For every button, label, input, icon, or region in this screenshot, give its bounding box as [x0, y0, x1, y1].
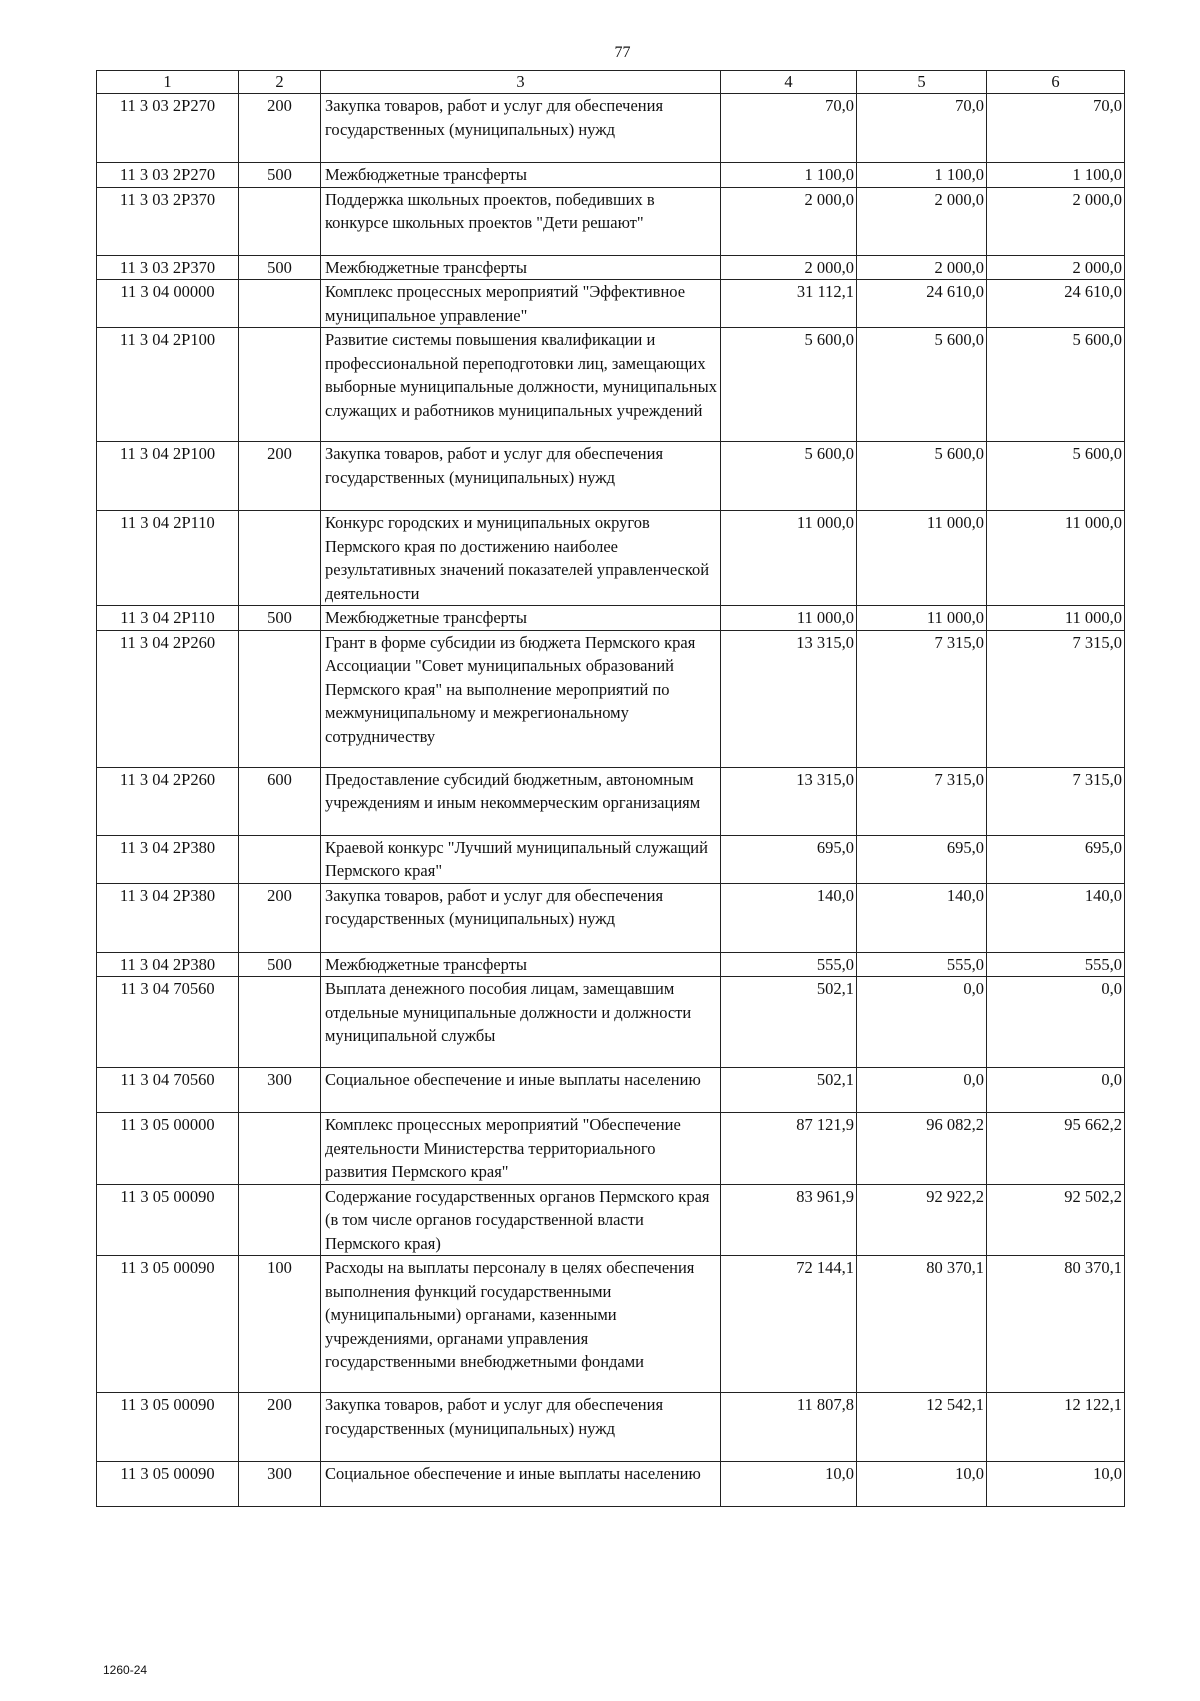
budget-code: 11 3 05 00000: [97, 1113, 239, 1185]
amount-col4: 502,1: [721, 977, 857, 1068]
amount-col6: 24 610,0: [987, 280, 1125, 328]
amount-col4: 11 000,0: [721, 606, 857, 631]
budget-code: 11 3 04 2Р380: [97, 952, 239, 977]
table-row: [97, 952, 1125, 977]
amount-col4: 5 600,0: [721, 328, 857, 442]
expense-type: [239, 835, 321, 883]
item-name: Закупка товаров, работ и услуг для обеспечения государственных (муниципальных) нужд: [321, 1393, 721, 1462]
table-row: [97, 1113, 1125, 1185]
amount-col6: 2 000,0: [987, 187, 1125, 255]
table-row: [97, 163, 1125, 188]
amount-col5: 70,0: [857, 94, 987, 163]
column-header-6: 6: [987, 71, 1125, 94]
item-name: Содержание государственных органов Пермского края (в том числе органов государственной власти Пермского края): [321, 1184, 721, 1256]
budget-code: 11 3 05 00090: [97, 1256, 239, 1393]
amount-col6: 5 600,0: [987, 442, 1125, 511]
item-name: Предоставление субсидий бюджетным, автономным учреждениям и иным некоммерческим организациям: [321, 767, 721, 835]
item-name: Комплекс процессных мероприятий "Эффективное муниципальное управление": [321, 280, 721, 328]
amount-col5: 1 100,0: [857, 163, 987, 188]
amount-col5: 11 000,0: [857, 606, 987, 631]
table-row: [97, 328, 1125, 442]
expense-type: 200: [239, 1393, 321, 1462]
item-name: Межбюджетные трансферты: [321, 952, 721, 977]
expense-type: 500: [239, 163, 321, 188]
item-name: Комплекс процессных мероприятий "Обеспечение деятельности Министерства территориального развития Пермского края": [321, 1113, 721, 1185]
amount-col4: 695,0: [721, 835, 857, 883]
expense-type: 200: [239, 94, 321, 163]
table-row: [97, 606, 1125, 631]
amount-col6: 0,0: [987, 977, 1125, 1068]
amount-col5: 7 315,0: [857, 630, 987, 767]
budget-code: 11 3 04 2Р380: [97, 883, 239, 952]
amount-col6: 12 122,1: [987, 1393, 1125, 1462]
amount-col5: 92 922,2: [857, 1184, 987, 1256]
amount-col6: 11 000,0: [987, 511, 1125, 606]
expense-type: 100: [239, 1256, 321, 1393]
item-name: Расходы на выплаты персоналу в целях обеспечения выполнения функций государственными (муниципальными) органами, казенными учреждениями, органами управления государственными внебюджетными фондами: [321, 1256, 721, 1393]
table-row: [97, 767, 1125, 835]
item-name: Закупка товаров, работ и услуг для обеспечения государственных (муниципальных) нужд: [321, 883, 721, 952]
item-name: Поддержка школьных проектов, победивших в конкурсе школьных проектов "Дети решают": [321, 187, 721, 255]
table-row: [97, 280, 1125, 328]
item-name: Межбюджетные трансферты: [321, 163, 721, 188]
expense-type: [239, 1184, 321, 1256]
budget-code: 11 3 04 2Р260: [97, 630, 239, 767]
expense-type: 200: [239, 883, 321, 952]
budget-code: 11 3 04 00000: [97, 280, 239, 328]
amount-col5: 2 000,0: [857, 187, 987, 255]
table-row: [97, 1462, 1125, 1507]
item-name: Межбюджетные трансферты: [321, 606, 721, 631]
item-name: Социальное обеспечение и иные выплаты населению: [321, 1462, 721, 1507]
amount-col4: 502,1: [721, 1068, 857, 1113]
amount-col6: 7 315,0: [987, 630, 1125, 767]
expense-type: 300: [239, 1068, 321, 1113]
amount-col5: 0,0: [857, 1068, 987, 1113]
budget-code: 11 3 04 2Р100: [97, 328, 239, 442]
budget-code: 11 3 04 2Р380: [97, 835, 239, 883]
column-header-5: 5: [857, 71, 987, 94]
amount-col5: 10,0: [857, 1462, 987, 1507]
amount-col6: 80 370,1: [987, 1256, 1125, 1393]
expense-type: [239, 328, 321, 442]
amount-col6: 695,0: [987, 835, 1125, 883]
amount-col4: 10,0: [721, 1462, 857, 1507]
budget-code: 11 3 04 2Р110: [97, 511, 239, 606]
table-row: [97, 1393, 1125, 1462]
item-name: Закупка товаров, работ и услуг для обеспечения государственных (муниципальных) нужд: [321, 442, 721, 511]
amount-col5: 2 000,0: [857, 255, 987, 280]
amount-col6: 70,0: [987, 94, 1125, 163]
amount-col5: 5 600,0: [857, 442, 987, 511]
budget-code: 11 3 04 2Р100: [97, 442, 239, 511]
amount-col6: 2 000,0: [987, 255, 1125, 280]
expense-type: 300: [239, 1462, 321, 1507]
amount-col4: 87 121,9: [721, 1113, 857, 1185]
page-number: 77: [614, 44, 631, 61]
expense-type: 200: [239, 442, 321, 511]
budget-code: 11 3 03 2Р370: [97, 187, 239, 255]
table-row: [97, 977, 1125, 1068]
expense-type: [239, 511, 321, 606]
amount-col5: 11 000,0: [857, 511, 987, 606]
amount-col5: 140,0: [857, 883, 987, 952]
amount-col4: 140,0: [721, 883, 857, 952]
budget-code: 11 3 04 2Р260: [97, 767, 239, 835]
amount-col5: 5 600,0: [857, 328, 987, 442]
table-body: [97, 94, 1125, 1507]
amount-col4: 11 000,0: [721, 511, 857, 606]
column-header-3: 3: [321, 71, 721, 94]
amount-col4: 2 000,0: [721, 255, 857, 280]
column-header-1: 1: [97, 71, 239, 94]
amount-col6: 1 100,0: [987, 163, 1125, 188]
budget-table: [96, 70, 1125, 1507]
amount-col4: 11 807,8: [721, 1393, 857, 1462]
table-row: [97, 442, 1125, 511]
budget-code: 11 3 05 00090: [97, 1462, 239, 1507]
amount-col6: 555,0: [987, 952, 1125, 977]
budget-code: 11 3 04 2Р110: [97, 606, 239, 631]
expense-type: [239, 630, 321, 767]
budget-code: 11 3 03 2Р270: [97, 163, 239, 188]
table-row: [97, 630, 1125, 767]
table-row: [97, 835, 1125, 883]
amount-col5: 24 610,0: [857, 280, 987, 328]
amount-col4: 13 315,0: [721, 767, 857, 835]
expense-type: [239, 1113, 321, 1185]
item-name: Закупка товаров, работ и услуг для обеспечения государственных (муниципальных) нужд: [321, 94, 721, 163]
budget-code: 11 3 03 2Р370: [97, 255, 239, 280]
expense-type: 600: [239, 767, 321, 835]
table-row: [97, 1256, 1125, 1393]
amount-col6: 10,0: [987, 1462, 1125, 1507]
budget-code: 11 3 04 70560: [97, 977, 239, 1068]
amount-col5: 695,0: [857, 835, 987, 883]
amount-col6: 92 502,2: [987, 1184, 1125, 1256]
expense-type: 500: [239, 606, 321, 631]
table-row: [97, 255, 1125, 280]
item-name: Выплата денежного пособия лицам, замещавшим отдельные муниципальные должности и должности муниципальной службы: [321, 977, 721, 1068]
document-code: 1260-24: [103, 1663, 148, 1677]
amount-col6: 0,0: [987, 1068, 1125, 1113]
amount-col4: 70,0: [721, 94, 857, 163]
amount-col6: 7 315,0: [987, 767, 1125, 835]
item-name: Конкурс городских и муниципальных округов Пермского края по достижению наиболее результативных значений показателей управленческой деятельности: [321, 511, 721, 606]
column-header-2: 2: [239, 71, 321, 94]
header-row: [97, 71, 1125, 94]
expense-type: [239, 280, 321, 328]
expense-type: [239, 977, 321, 1068]
item-name: Краевой конкурс "Лучший муниципальный служащий Пермского края": [321, 835, 721, 883]
amount-col5: 80 370,1: [857, 1256, 987, 1393]
column-header-4: 4: [721, 71, 857, 94]
item-name: Грант в форме субсидии из бюджета Пермского края Ассоциации "Совет муниципальных образований Пермского края" на выполнение мероприятий по межмуниципальному и межрегиональному сотрудничеству: [321, 630, 721, 767]
amount-col4: 2 000,0: [721, 187, 857, 255]
amount-col4: 72 144,1: [721, 1256, 857, 1393]
table-row: [97, 94, 1125, 163]
amount-col5: 12 542,1: [857, 1393, 987, 1462]
expense-type: 500: [239, 952, 321, 977]
amount-col5: 7 315,0: [857, 767, 987, 835]
amount-col4: 13 315,0: [721, 630, 857, 767]
table-row: [97, 187, 1125, 255]
table-row: [97, 883, 1125, 952]
budget-code: 11 3 05 00090: [97, 1393, 239, 1462]
amount-col4: 83 961,9: [721, 1184, 857, 1256]
amount-col4: 5 600,0: [721, 442, 857, 511]
amount-col6: 95 662,2: [987, 1113, 1125, 1185]
expense-type: 500: [239, 255, 321, 280]
amount-col6: 11 000,0: [987, 606, 1125, 631]
table-row: [97, 1184, 1125, 1256]
amount-col4: 555,0: [721, 952, 857, 977]
budget-code: 11 3 04 70560: [97, 1068, 239, 1113]
table-row: [97, 1068, 1125, 1113]
item-name: Межбюджетные трансферты: [321, 255, 721, 280]
amount-col4: 1 100,0: [721, 163, 857, 188]
amount-col4: 31 112,1: [721, 280, 857, 328]
amount-col6: 140,0: [987, 883, 1125, 952]
amount-col5: 0,0: [857, 977, 987, 1068]
amount-col5: 96 082,2: [857, 1113, 987, 1185]
item-name: Развитие системы повышения квалификации и профессиональной переподготовки лиц, замещающих выборные муниципальные должности, муниципальных служащих и работников муниципальных учреждений: [321, 328, 721, 442]
table-row: [97, 511, 1125, 606]
budget-code: 11 3 03 2Р270: [97, 94, 239, 163]
amount-col6: 5 600,0: [987, 328, 1125, 442]
budget-code: 11 3 05 00090: [97, 1184, 239, 1256]
expense-type: [239, 187, 321, 255]
item-name: Социальное обеспечение и иные выплаты населению: [321, 1068, 721, 1113]
amount-col5: 555,0: [857, 952, 987, 977]
